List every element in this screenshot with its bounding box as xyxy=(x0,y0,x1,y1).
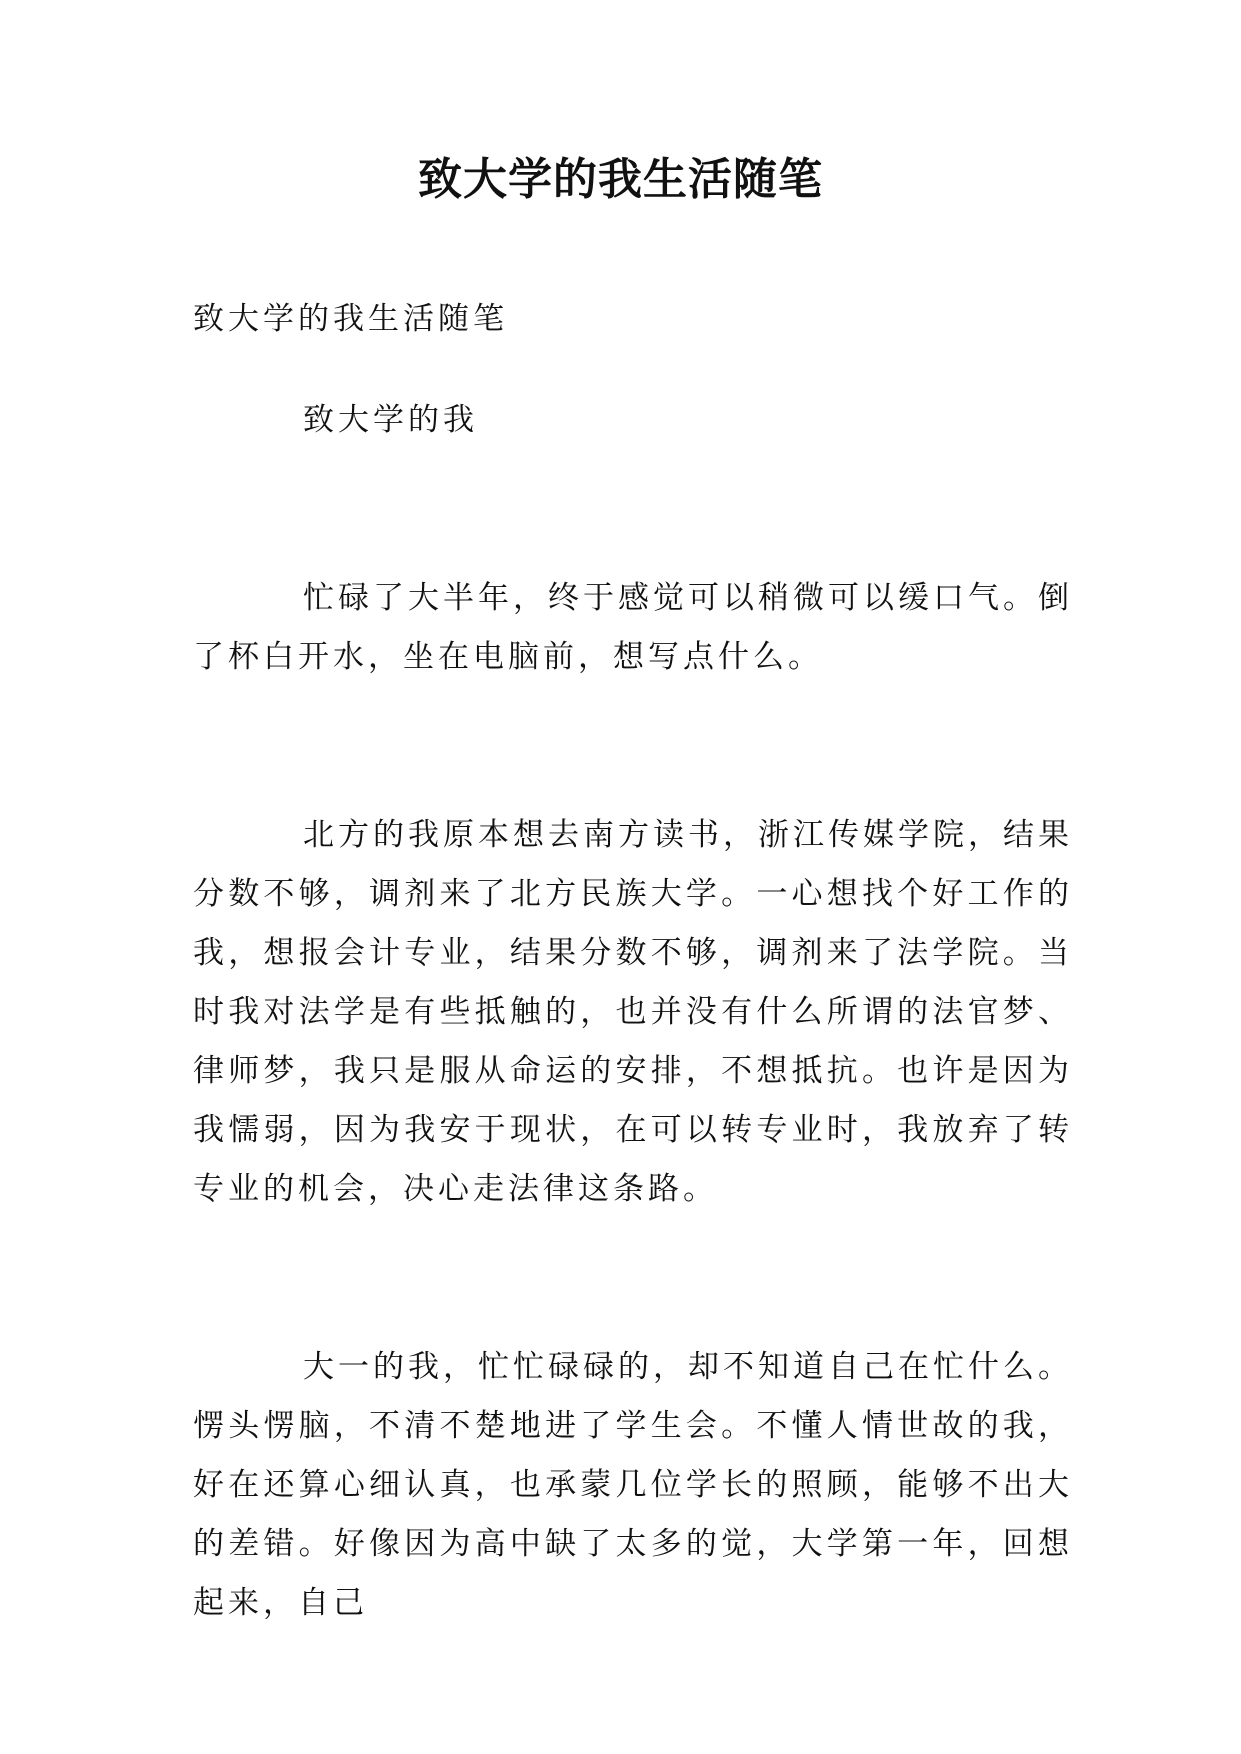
document-title: 致大学的我生活随笔 xyxy=(418,154,823,205)
document-subtitle: 致大学的我生活随笔 xyxy=(193,301,508,337)
document-body xyxy=(193,290,1073,1633)
paragraph: 大一的我，忙忙碌碌的，却不知道自己在忙什么。愣头愣脑，不清不楚地进了学生会。不懂人情世故的我，好在还算心细认真，也承蒙几位学长的照顾，能够不出大的差错。好像因为高中缺了太多的觉，大学第一年，回想起来，自己 xyxy=(193,1349,1073,1621)
paragraph: 忙碌了大半年，终于感觉可以稍微可以缓口气。倒了杯白开水，坐在电脑前，想写点什么。 xyxy=(193,580,1073,675)
section-heading: 致大学的我 xyxy=(303,402,478,438)
paragraph: 北方的我原本想去南方读书，浙江传媒学院，结果分数不够，调剂来了北方民族大学。一心想找个好工作的我，想报会计专业，结果分数不够，调剂来了法学院。当时我对法学是有些抵触的，也并没有什么所谓的法官梦、律师梦，我只是服从命运的安排，不想抵抗。也许是因为我懦弱，因为我安于现状，在可以转专业时，我放弃了转专业的机会，决心走法律这条路。 xyxy=(193,817,1073,1207)
